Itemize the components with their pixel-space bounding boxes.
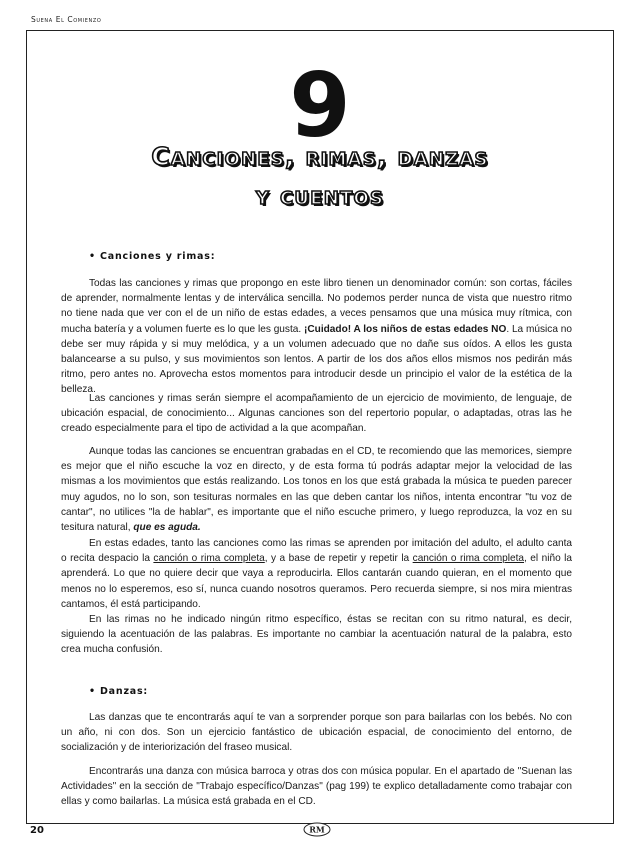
page-number: 20 xyxy=(30,825,44,836)
section-heading-danzas: • Danzas: xyxy=(89,686,149,697)
chapter-title-line1: Canciones, rimas, danzas xyxy=(151,142,489,171)
paragraph-1-text-b: . La música no debe ser muy rápida y si muy melódica, y a un volumen adecuado que no dañe sus oídos. A ellos les gusta balancearse a su pulso, y sus movimientos son lentos. A partir de los dos años ellos mismos nos pedirán más ritmo, pero antes no. Aprovecha estos momentos para introducir desde un principio el valor de la estética de la belleza. xyxy=(61,323,572,396)
paragraph-4-text-a: En estas edades, tanto las canciones como las rimas se aprenden por imitación del adulto, el adulto canta o recita despacio la xyxy=(61,538,572,565)
paragraph-3-text: Aunque todas las canciones se encuentran grabadas en el CD, te recomiendo que las memorices, siempre es mejor que el niño escuche la voz en directo, y de esta forma tú podrás adaptar mejor la velocidad de las mismas a los movimientos que estás realizando. Los tonos en los que está grabada la música te pueden parecer muy agudos, no lo son, son tesituras normales en las que deben cantar los niños, intenta encontrar "tu voz de cantar", no utilices "la de hablar", es importante que el niño escuche primero, y luego reproduzca, la voz en su tesitura natural, xyxy=(61,446,572,534)
paragraph-2: Las canciones y rimas serán siempre el acompañamiento de un ejercicio de movimiento, de lenguaje, de ubicación espacial, de conocimiento... Algunas canciones son del repertorio popular, o adaptadas, otras las he creado especialmente para el tipo de actividad a la que acompañan. xyxy=(61,393,572,435)
paragraph-4-underline-2: canción o rima completa xyxy=(412,553,525,565)
paragraph-6: Las danzas que te encontrarás aquí te van a sorprender porque son para bailarlas con los bebés. No con un año, ni con dos. Son un ejercicio fantástico de ubicación espacial, de conocimiento del entorno, de socialización y de interiorización del fraseo musical. xyxy=(61,712,572,754)
paragraph-4-underline-1: canción o rima completa xyxy=(153,553,265,565)
paragraph-3-emphasis: que es aguda. xyxy=(133,522,201,534)
paragraph-7: Encontrarás una danza con música barroca y otras dos con música popular. En el apartado de "Suenan las Actividades" en la sección de "Trabajo específico/Danzas" (pag 199) te explico detalladamente como trabajar con ellas y como bailarlas. La música está grabada en el CD. xyxy=(61,766,572,808)
chapter-title-line2: y cuentos xyxy=(255,181,385,210)
paragraph-3 xyxy=(61,444,572,535)
paragraph-4-text-b: , y a base de repetir y repetir la xyxy=(264,553,413,565)
paragraph-1-warning: ¡Cuidado! A los niños de estas edades NO xyxy=(304,323,507,335)
paragraph-5: En las rimas no he indicado ningún ritmo específico, éstas se recitan con su ritmo natural, es decir, siguiendo la acentuación de las palabras. Es importante no cambiar la acentuación natural de la palabra, esto crea mucha confusión. xyxy=(61,614,572,656)
paragraph-1 xyxy=(61,276,572,398)
paragraph-4-text-c: , el niño la aprenderá. Lo que no quiere decir que vaya a reproducirla. Ellos cantarán cuando quieran, en el momento que menos no lo esperemos, eso sí, nunca cuando nosotros queramos. Pero recuerda siempre, si nos mira mientras cantamos, él está participando. xyxy=(61,553,572,610)
section-heading-canciones: • Canciones y rimas: xyxy=(89,251,216,262)
running-head: Suena El Comienzo xyxy=(31,15,102,24)
publisher-logo xyxy=(303,822,331,837)
paragraph-1-text-a: Todas las canciones y rimas que propongo en este libro tienen un denominador común: son cortas, fáciles de aprender, normalmente lentas y de interválica sencilla. No podemos perder nunca de vista que nuestro ritmo no tiene nada que ver con el de un niño de estas edades, a veces pensamos que una música muy rítmica, con mucha batería y a volumen fuerte es lo que les gusta. xyxy=(61,278,572,335)
publisher-logo-text: RM xyxy=(309,824,325,835)
paragraph-4 xyxy=(61,536,572,612)
chapter-number: 9 xyxy=(289,54,351,157)
